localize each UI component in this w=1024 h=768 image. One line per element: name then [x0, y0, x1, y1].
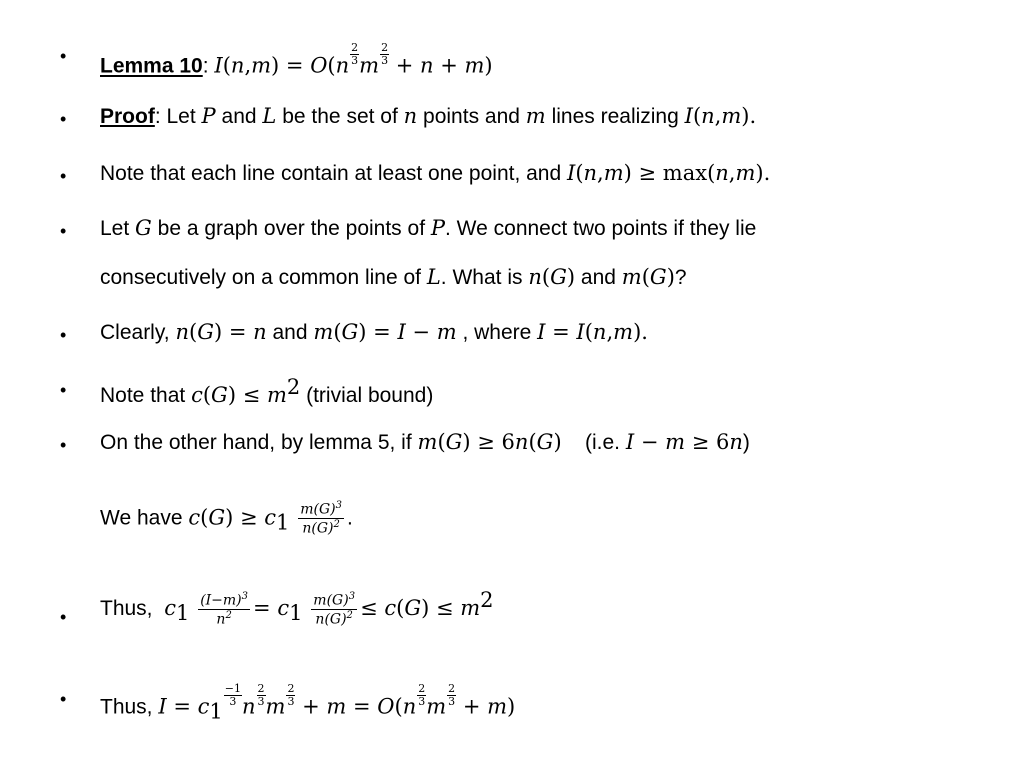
lemma-5-line: On the other hand, by lemma 5, if m(G) ≥ 6n(G) (i.e. I − m ≥ 6n) [100, 430, 750, 454]
lemma-10-statement: Lemma 10: I(n,m) = O(n $\frac{2}{3}$ m $\frac{2}{3}$ + n + m) [100, 41, 493, 78]
graph-definition-line-2: consecutively on a common line of L. What is n(G) and m(G)? [100, 265, 687, 289]
bullet: • [60, 46, 67, 66]
we-have-line: We have $c(G) \ge c_1$ $\frac{m(G)^3}{n(G)^2}$ . [100, 500, 353, 538]
bullet: • [60, 221, 67, 241]
lemma-label: Lemma 10 [100, 54, 203, 78]
trivial-bound-line: Note that $c(G) \le m^2$ (trivial bound) [100, 375, 434, 407]
conclusion-line: Thus, $I = c_1$ $\frac{-1}{3}$ n $\frac{2}{3}$ m $\frac{2}{3}$ + m = O(n $\frac{2}{3}$ m $\frac{2}{3}$ + m) [100, 682, 516, 724]
bullet: • [60, 607, 67, 627]
thus-inequality-line: Thus, $c_1$ $\frac{(I-m)^3}{n^2}$ = $c_1$ $\frac{m(G)^3}{n(G)^2}$ ≤ $c(G) \le m^2$ [100, 588, 494, 628]
note-line: Note that each line contain at least one point, and I(n,m) ≥ max(n,m). [100, 161, 771, 185]
bullet: • [60, 325, 67, 345]
bullet: • [60, 689, 67, 709]
clearly-line: Clearly, n(G) = n and m(G) = I − m , where I = I(n,m). [100, 320, 648, 344]
bullet: • [60, 380, 67, 400]
bullet: • [60, 166, 67, 186]
bullet: • [60, 109, 67, 129]
proof-label: Proof [100, 105, 155, 128]
proof-line: Proof: Let P and L be the set of n points and m lines realizing I(n,m). [100, 104, 757, 128]
graph-definition-line: Let G be a graph over the points of P. We connect two points if they lie [100, 216, 757, 240]
bullet: • [60, 435, 67, 455]
